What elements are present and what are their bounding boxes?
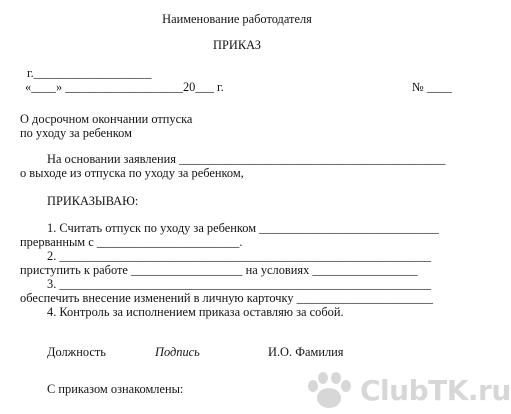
signature-name: И.О. Фамилия: [268, 345, 344, 359]
city-line: г.___________________: [27, 66, 152, 80]
watermark: [300, 370, 511, 412]
watermark-text: ClubTK.ru: [360, 374, 511, 407]
paw-print-icon: [300, 370, 360, 412]
item-2-line-2: приступить к работе __________________ на условиях _________________: [20, 263, 418, 277]
item-1-line-1: 1. Считать отпуск по уходу за ребенком _____________________________: [47, 221, 439, 235]
order-title: ПРИКАЗ: [213, 38, 261, 52]
employer-name: Наименование работодателя: [162, 12, 312, 26]
date-line: «____» ___________________20___ г.: [25, 80, 224, 94]
item-3-line-2: обеспечить внесение изменений в личную карточку ______________________: [20, 291, 433, 305]
item-3-line-1: 3. ____________________________________________________________: [47, 277, 432, 291]
subject-line-1: О досрочном окончании отпуска: [20, 112, 193, 126]
acknowledged-label: С приказом ознакомлены:: [47, 382, 184, 396]
order-number: № ____: [412, 80, 452, 94]
item-2-line-1: 2. ____________________________________________________________: [47, 249, 432, 263]
item-4: 4. Контроль за исполнением приказа оставляю за собой.: [47, 305, 344, 319]
signature-label: Подпись: [155, 345, 200, 359]
basis-line-2: о выходе из отпуска по уходу за ребенком,: [20, 166, 244, 180]
item-1-line-2: прерванным с _______________________.: [20, 235, 243, 249]
order-word: ПРИКАЗЫВАЮ:: [47, 194, 139, 208]
basis-line-1: На основании заявления ___________________________________________: [47, 152, 446, 166]
subject-line-2: по уходу за ребенком: [20, 126, 132, 140]
signature-position: Должность: [47, 345, 106, 359]
